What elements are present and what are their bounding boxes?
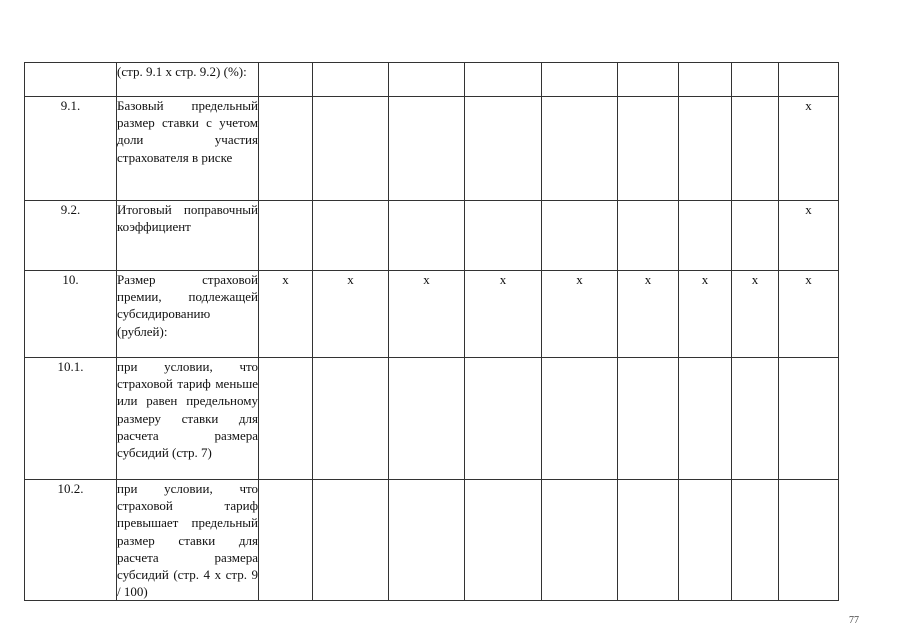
value-cell: х xyxy=(779,201,839,271)
value-cell: х xyxy=(679,271,732,358)
value-cell xyxy=(618,358,679,480)
value-cell xyxy=(679,97,732,201)
value-cell xyxy=(732,63,779,97)
table-row xyxy=(25,358,839,480)
value-cell xyxy=(779,63,839,97)
value-cell xyxy=(679,63,732,97)
value-cell xyxy=(389,201,465,271)
value-cell xyxy=(732,358,779,480)
value-cell xyxy=(542,358,618,480)
value-cell: х xyxy=(618,271,679,358)
table-cell xyxy=(259,480,313,601)
value-cell xyxy=(542,63,618,97)
value-cell: х xyxy=(389,271,465,358)
row-description: при условии, что страховой тариф превышает предельный размер ставки для расчета размера субсидий (стр. 4 х стр. 9 / 100) xyxy=(117,481,258,600)
row-number: 10.2. xyxy=(25,480,117,601)
value-cell: х xyxy=(779,271,839,358)
value-cell xyxy=(389,63,465,97)
row-description: при условии, что страховой тариф меньше или равен предельному размеру ставки для расчета размера субсидий (стр. 7) xyxy=(117,358,259,480)
row-number: 10.1. xyxy=(25,358,117,480)
value-cell xyxy=(389,480,465,601)
value-cell xyxy=(313,63,389,97)
value-cell xyxy=(732,201,779,271)
value-cell xyxy=(389,358,465,480)
row-number: 9.1. xyxy=(25,97,117,201)
row-description: Размер страховой премии, подлежащей субсидированию (рублей): xyxy=(117,271,259,358)
table-cell xyxy=(259,358,313,480)
value-cell xyxy=(679,480,732,601)
value-cell xyxy=(618,480,679,601)
value-cell xyxy=(732,480,779,601)
value-cell: х xyxy=(465,271,542,358)
value-cell xyxy=(779,480,839,601)
value-cell xyxy=(313,97,389,201)
value-cell: х xyxy=(313,271,389,358)
value-cell xyxy=(389,97,465,201)
value-cell xyxy=(465,480,542,601)
page-number: 77 xyxy=(849,615,859,626)
value-cell xyxy=(313,201,389,271)
value-cell xyxy=(779,358,839,480)
value-cell xyxy=(313,480,389,601)
value-cell xyxy=(542,480,618,601)
value-cell xyxy=(618,97,679,201)
value-cell xyxy=(732,97,779,201)
row-number: 9.2. xyxy=(25,201,117,271)
value-cell xyxy=(542,201,618,271)
value-cell xyxy=(465,201,542,271)
row-description: (стр. 9.1 х стр. 9.2) (%): xyxy=(117,63,259,97)
row-description: Итоговый поправочный коэффициент xyxy=(117,201,259,271)
table-row xyxy=(25,63,839,97)
table-cell xyxy=(259,201,313,271)
value-cell: х xyxy=(542,271,618,358)
value-cell xyxy=(465,97,542,201)
table-cell xyxy=(259,63,313,97)
value-cell: х xyxy=(779,97,839,201)
table-cell xyxy=(259,97,313,201)
table-row xyxy=(25,271,839,358)
subsidy-calculation-table xyxy=(24,62,839,601)
value-cell xyxy=(618,63,679,97)
row-number xyxy=(25,63,117,97)
table-row xyxy=(25,480,839,601)
value-cell xyxy=(618,201,679,271)
value-cell xyxy=(679,201,732,271)
row-description: Базовый предельный размер ставки с учетом доли участия страхователя в риске xyxy=(117,97,259,201)
value-cell xyxy=(313,358,389,480)
row-number: 10. xyxy=(25,271,117,358)
value-cell xyxy=(542,97,618,201)
value-cell: х xyxy=(259,271,313,358)
table-row xyxy=(25,97,839,201)
value-cell xyxy=(679,358,732,480)
value-cell: х xyxy=(732,271,779,358)
value-cell xyxy=(465,358,542,480)
value-cell xyxy=(465,63,542,97)
table-row xyxy=(25,201,839,271)
